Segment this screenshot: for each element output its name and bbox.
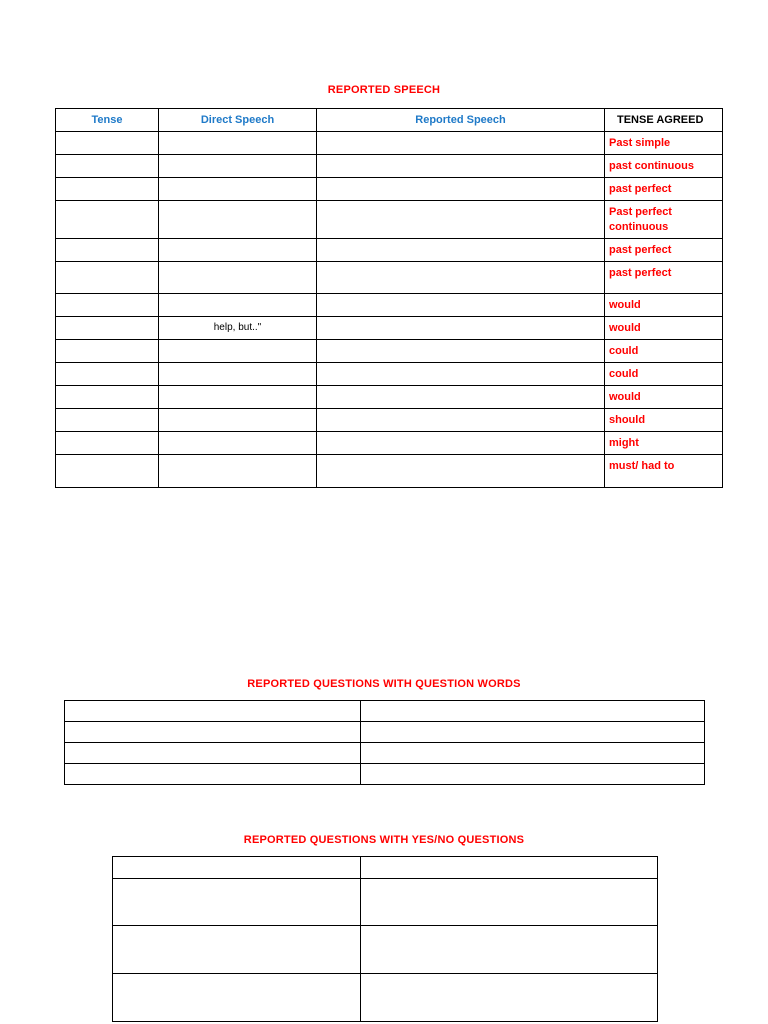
reported-speech-title: REPORTED SPEECH (327, 84, 441, 96)
reported-speech-cell[interactable] (317, 432, 605, 455)
table-row (113, 857, 658, 879)
header-direct-speech: Direct Speech (159, 109, 317, 132)
direct-speech-cell[interactable] (159, 294, 317, 317)
direct-question-cell[interactable] (113, 857, 361, 879)
tense-agreed-cell: could (605, 340, 723, 363)
tense-cell[interactable] (56, 432, 159, 455)
direct-speech-cell[interactable] (159, 455, 317, 488)
table-row (56, 178, 723, 201)
tense-cell[interactable] (56, 455, 159, 488)
tense-agreed-cell: Past perfect continuous (605, 201, 723, 239)
tense-agreed-cell: past continuous (605, 155, 723, 178)
tense-agreed-cell: past perfect (605, 262, 723, 294)
table-row (56, 386, 723, 409)
tense-cell[interactable] (56, 386, 159, 409)
tense-agreed-cell: Past simple (605, 132, 723, 155)
direct-speech-cell[interactable]: help, but.." (159, 317, 317, 340)
table-header-row (56, 109, 723, 132)
table-row (56, 455, 723, 488)
reported-question-cell[interactable] (361, 743, 705, 764)
reported-speech-table (55, 108, 723, 488)
tense-cell[interactable] (56, 409, 159, 432)
table-row (56, 262, 723, 294)
direct-speech-cell[interactable] (159, 239, 317, 262)
direct-question-cell[interactable] (65, 701, 361, 722)
tense-cell[interactable] (56, 317, 159, 340)
tense-cell[interactable] (56, 132, 159, 155)
header-tense: Tense (56, 109, 159, 132)
direct-question-cell[interactable] (65, 743, 361, 764)
reported-speech-cell[interactable] (317, 340, 605, 363)
direct-speech-cell[interactable] (159, 386, 317, 409)
table-row (56, 132, 723, 155)
table-row (65, 701, 705, 722)
direct-speech-cell[interactable] (159, 340, 317, 363)
table-row (113, 974, 658, 1022)
direct-question-cell[interactable] (113, 974, 361, 1022)
tense-cell[interactable] (56, 340, 159, 363)
yes-no-questions-table (112, 856, 658, 1022)
reported-question-cell[interactable] (361, 974, 658, 1022)
reported-speech-cell[interactable] (317, 239, 605, 262)
header-reported-speech: Reported Speech (317, 109, 605, 132)
direct-speech-cell[interactable] (159, 432, 317, 455)
reported-speech-cell[interactable] (317, 455, 605, 488)
table-row (56, 340, 723, 363)
reported-question-cell[interactable] (361, 722, 705, 743)
reported-speech-cell[interactable] (317, 409, 605, 432)
table-row (65, 722, 705, 743)
table-row (113, 879, 658, 926)
question-words-table (64, 700, 705, 785)
direct-question-cell[interactable] (113, 879, 361, 926)
table-row (56, 317, 723, 340)
reported-speech-cell[interactable] (317, 201, 605, 239)
table-row (56, 363, 723, 386)
tense-cell[interactable] (56, 155, 159, 178)
reported-question-cell[interactable] (361, 879, 658, 926)
reported-speech-cell[interactable] (317, 386, 605, 409)
direct-question-cell[interactable] (65, 722, 361, 743)
table-row (113, 926, 658, 974)
tense-agreed-cell: past perfect (605, 178, 723, 201)
table-row (56, 239, 723, 262)
tense-agreed-cell: would (605, 294, 723, 317)
reported-speech-cell[interactable] (317, 178, 605, 201)
reported-question-cell[interactable] (361, 764, 705, 785)
direct-speech-cell[interactable] (159, 201, 317, 239)
table-row (56, 409, 723, 432)
tense-agreed-cell: past perfect (605, 239, 723, 262)
table-row (65, 743, 705, 764)
reported-speech-cell[interactable] (317, 262, 605, 294)
direct-question-cell[interactable] (65, 764, 361, 785)
direct-speech-cell[interactable] (159, 155, 317, 178)
question-words-title: REPORTED QUESTIONS WITH QUESTION WORDS (247, 678, 521, 690)
direct-speech-cell[interactable] (159, 363, 317, 386)
reported-speech-cell[interactable] (317, 294, 605, 317)
table-row (56, 432, 723, 455)
tense-agreed-cell: must/ had to (605, 455, 723, 488)
direct-question-cell[interactable] (113, 926, 361, 974)
reported-speech-cell[interactable] (317, 363, 605, 386)
table-row (65, 764, 705, 785)
reported-question-cell[interactable] (361, 926, 658, 974)
yes-no-questions-title: REPORTED QUESTIONS WITH YES/NO QUESTIONS (243, 834, 525, 846)
table-row (56, 201, 723, 239)
reported-speech-cell[interactable] (317, 132, 605, 155)
reported-speech-cell[interactable] (317, 155, 605, 178)
tense-cell[interactable] (56, 178, 159, 201)
direct-speech-cell[interactable] (159, 262, 317, 294)
table-row (56, 294, 723, 317)
tense-cell[interactable] (56, 201, 159, 239)
reported-question-cell[interactable] (361, 701, 705, 722)
header-tense-agreed: TENSE AGREED (605, 109, 723, 132)
tense-agreed-cell: should (605, 409, 723, 432)
reported-question-cell[interactable] (361, 857, 658, 879)
reported-speech-cell[interactable] (317, 317, 605, 340)
tense-cell[interactable] (56, 294, 159, 317)
tense-cell[interactable] (56, 262, 159, 294)
tense-agreed-cell: could (605, 363, 723, 386)
tense-agreed-cell: might (605, 432, 723, 455)
direct-speech-cell[interactable] (159, 132, 317, 155)
table-row (56, 155, 723, 178)
direct-speech-cell[interactable] (159, 409, 317, 432)
direct-speech-cell[interactable] (159, 178, 317, 201)
tense-cell[interactable] (56, 363, 159, 386)
tense-cell[interactable] (56, 239, 159, 262)
tense-agreed-cell: would (605, 386, 723, 409)
tense-agreed-cell: would (605, 317, 723, 340)
